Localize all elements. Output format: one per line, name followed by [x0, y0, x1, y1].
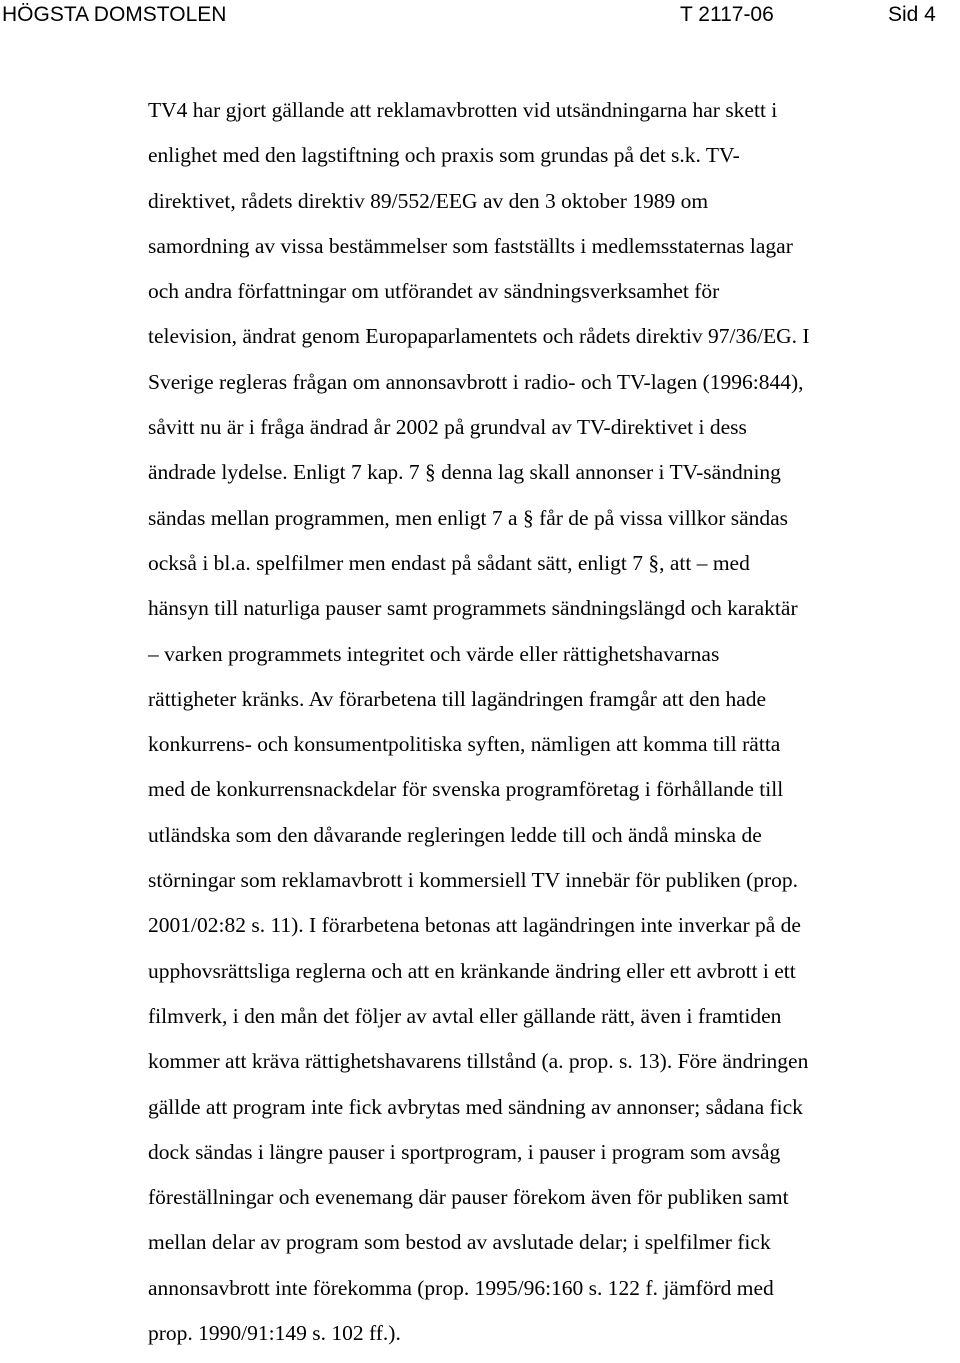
text-line: sändas mellan programmen, men enligt 7 a § får de på vissa villkor sändas: [148, 505, 789, 530]
text-line: konkurrens- och konsumentpolitiska syften, nämligen att komma till rätta: [148, 732, 781, 757]
court-name: HÖGSTA DOMSTOLEN: [2, 3, 227, 26]
text-line: – varken programmets integritet och värde eller rättighetshavarnas: [148, 641, 720, 666]
text-line: 2001/02:82 s. 11). I förarbetena betonas att lagändringen inte inverkar på de: [148, 913, 801, 938]
page-number: Sid 4: [888, 3, 936, 26]
text-line: direktivet, rådets direktiv 89/552/EEG av den 3 oktober 1989 om: [148, 188, 709, 213]
text-line: utländska som den dåvarande regleringen ledde till och ändå minska de: [148, 822, 762, 847]
text-line: också i bl.a. spelfilmer men endast på sådant sätt, enligt 7 §, att – med: [148, 550, 750, 575]
text-line: rättigheter kränks. Av förarbetena till lagändringen framgår att den hade: [148, 686, 767, 711]
text-line: filmverk, i den mån det följer av avtal eller gällande rätt, även i framtiden: [148, 1003, 782, 1028]
text-line: television, ändrat genom Europaparlamentets och rådets direktiv 97/36/EG. I: [148, 324, 810, 349]
text-line: och andra författningar om utförandet av sändningsverksamhet för: [148, 279, 720, 304]
text-line: störningar som reklamavbrott i kommersiell TV innebär för publiken (prop.: [148, 868, 799, 893]
text-line: enlighet med den lagstiftning och praxis som grundas på det s.k. TV-: [148, 143, 740, 168]
text-line: dock sändas i längre pauser i sportprogram, i pauser i program som avsåg: [148, 1139, 781, 1164]
text-line: såvitt nu är i fråga ändrad år 2002 på grundval av TV-direktivet i dess: [148, 415, 747, 440]
text-line: mellan delar av program som bestod av avslutade delar; i spelfilmer fick: [148, 1230, 771, 1255]
text-line: upphovsrättsliga reglerna och att en kränkande ändring eller ett avbrott i ett: [148, 958, 796, 983]
body-text: [148, 95, 960, 1363]
text-line: kommer att kräva rättighetshavarens tillstånd (a. prop. s. 13). Före ändringen: [148, 1049, 809, 1074]
text-line: TV4 har gjort gällande att reklamavbrotten vid utsändningarna har skett i: [148, 98, 778, 122]
text-line: med de konkurrensnackdelar för svenska programföretag i förhållande till: [148, 777, 784, 802]
text-line: gällde att program inte fick avbrytas med sändning av annonser; sådana fick: [148, 1094, 803, 1119]
text-line: samordning av vissa bestämmelser som fastställts i medlemsstaternas lagar: [148, 233, 793, 258]
text-line: föreställningar och evenemang där pauser förekom även för publiken samt: [148, 1185, 789, 1210]
text-line: hänsyn till naturliga pauser samt programmets sändningslängd och karaktär: [148, 596, 798, 621]
text-line: ändrade lydelse. Enligt 7 kap. 7 § denna lag skall annonser i TV-sändning: [148, 460, 781, 485]
text-line: prop. 1990/91:149 s. 102 ff.).: [148, 1321, 401, 1346]
page-header: [0, 0, 960, 30]
case-number: T 2117-06: [680, 3, 774, 26]
text-line: annonsavbrott inte förekomma (prop. 1995/96:160 s. 122 f. jämförd med: [148, 1275, 774, 1300]
text-line: Sverige regleras frågan om annonsavbrott i radio- och TV-lagen (1996:844),: [148, 369, 804, 394]
